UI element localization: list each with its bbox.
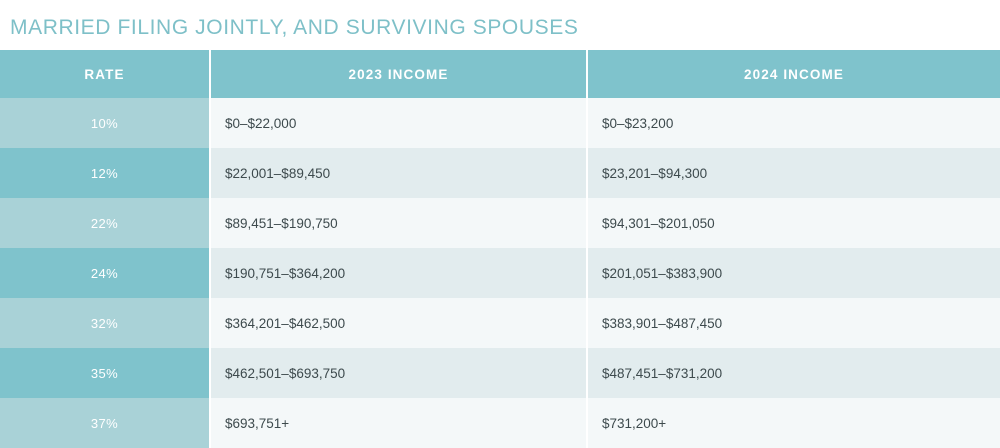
cell-income-2023: $462,501–$693,750: [210, 348, 587, 398]
cell-income-2024: $23,201–$94,300: [587, 148, 1000, 198]
table-row: [0, 198, 1000, 248]
column-header-income-2023: 2023 INCOME: [210, 50, 587, 98]
table-row: [0, 148, 1000, 198]
tax-bracket-table: [0, 50, 1000, 448]
table-header-row: [0, 50, 1000, 98]
cell-income-2023: $364,201–$462,500: [210, 298, 587, 348]
cell-income-2023: $89,451–$190,750: [210, 198, 587, 248]
table-row: [0, 398, 1000, 448]
cell-income-2023: $22,001–$89,450: [210, 148, 587, 198]
cell-income-2024: $383,901–$487,450: [587, 298, 1000, 348]
cell-rate: 10%: [0, 98, 210, 148]
cell-income-2024: $94,301–$201,050: [587, 198, 1000, 248]
cell-rate: 37%: [0, 398, 210, 448]
cell-rate: 35%: [0, 348, 210, 398]
column-header-income-2024: 2024 INCOME: [587, 50, 1000, 98]
column-header-rate: RATE: [0, 50, 210, 98]
cell-income-2023: $190,751–$364,200: [210, 248, 587, 298]
cell-income-2024: $0–$23,200: [587, 98, 1000, 148]
table-header: [0, 50, 1000, 98]
table-row: [0, 298, 1000, 348]
table-body: [0, 98, 1000, 448]
cell-rate: 22%: [0, 198, 210, 248]
page-title: MARRIED FILING JOINTLY, AND SURVIVING SPOUSES: [10, 16, 579, 39]
cell-rate: 32%: [0, 298, 210, 348]
cell-rate: 12%: [0, 148, 210, 198]
table-row: [0, 348, 1000, 398]
table-row: [0, 248, 1000, 298]
cell-income-2024: $201,051–$383,900: [587, 248, 1000, 298]
cell-income-2024: $731,200+: [587, 398, 1000, 448]
cell-income-2023: $693,751+: [210, 398, 587, 448]
cell-income-2024: $487,451–$731,200: [587, 348, 1000, 398]
cell-income-2023: $0–$22,000: [210, 98, 587, 148]
cell-rate: 24%: [0, 248, 210, 298]
table-row: [0, 98, 1000, 148]
